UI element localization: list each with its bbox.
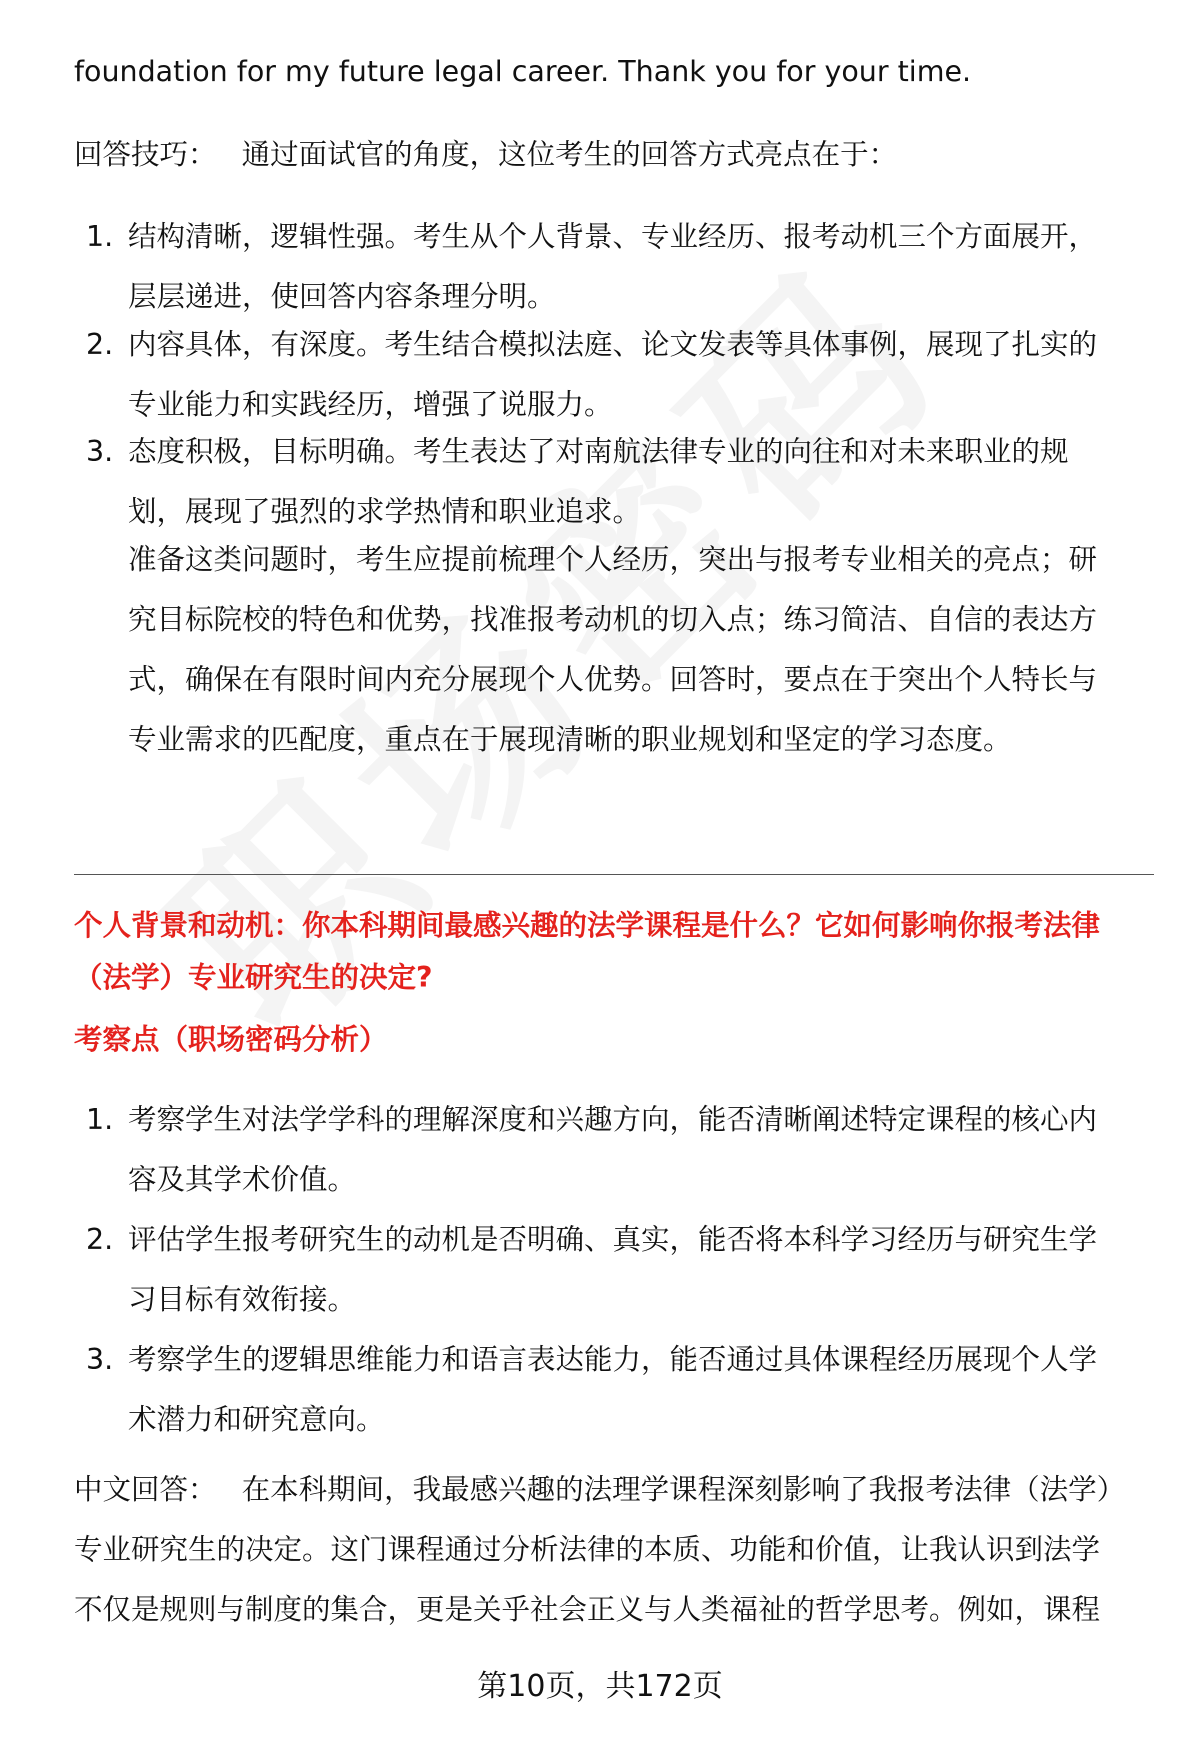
- answer-line1-text: 在本科期间，我最感兴趣的法理学课程深刻影响了我报考法律（法学）: [241, 1473, 1126, 1506]
- tips-item-3-line2: 划，展现了强烈的求学热情和职业追求。: [128, 495, 642, 528]
- answer-line1: [74, 1460, 1154, 1520]
- tips-summary: [128, 530, 1148, 770]
- assessment-item-2: [128, 1210, 1148, 1330]
- tips-item-1: [128, 207, 1148, 327]
- answer-line3: 不仅是规则与制度的集合，更是关乎社会正义与人类福祉的哲学思考。例如，课程: [74, 1593, 1101, 1626]
- tips-item-2: [128, 315, 1148, 435]
- tips-item-2-line2: 专业能力和实践经历，增强了说服力。: [128, 388, 613, 421]
- tips-paragraph: [74, 125, 1154, 185]
- question-heading: [74, 900, 1154, 1004]
- tips-item-3: [128, 422, 1148, 542]
- assessment-item-3: [128, 1330, 1148, 1450]
- tips-label: 回答技巧：: [74, 138, 217, 171]
- tips-item-2-number: 2.: [86, 328, 114, 361]
- tips-summary-line3: 式，确保在有限时间内充分展现个人优势。回答时，要点在于突出个人特长与: [128, 663, 1098, 696]
- tips-summary-line1: 准备这类问题时，考生应提前梳理个人经历，突出与报考专业相关的亮点；研: [128, 543, 1098, 576]
- assessment-item-1-number: 1.: [86, 1103, 114, 1136]
- answer-label: 中文回答：: [74, 1473, 217, 1506]
- tips-summary-line2: 究目标院校的特色和优势，找准报考动机的切入点；练习简洁、自信的表达方: [128, 603, 1098, 636]
- continuation-line: foundation for my future legal career. Thank you for your time.: [74, 55, 972, 88]
- assessment-item-1-line1: 考察学生对法学学科的理解深度和兴趣方向，能否清晰阐述特定课程的核心内: [128, 1103, 1098, 1136]
- question-line2: （法学）专业研究生的决定?: [74, 961, 433, 994]
- tips-item-3-line1: 态度积极，目标明确。考生表达了对南航法律专业的向往和对未来职业的规: [128, 435, 1069, 468]
- assessment-item-3-number: 3.: [86, 1343, 114, 1376]
- assessment-item-1-line2: 容及其学术价值。: [128, 1163, 357, 1196]
- assessment-item-2-number: 2.: [86, 1223, 114, 1256]
- answer-paragraph: [74, 1460, 1154, 1640]
- question-line1: 个人背景和动机：你本科期间最感兴趣的法学课程是什么？它如何影响你报考法律: [74, 909, 1101, 942]
- assessment-item-3-line1: 考察学生的逻辑思维能力和语言表达能力，能否通过具体课程经历展现个人学: [128, 1343, 1098, 1376]
- tips-item-1-number: 1.: [86, 220, 114, 253]
- assessment-item-2-line2: 习目标有效衔接。: [128, 1283, 357, 1316]
- assessment-item-2-line1: 评估学生报考研究生的动机是否明确、真实，能否将本科学习经历与研究生学: [128, 1223, 1098, 1256]
- section-divider: [74, 874, 1154, 875]
- tips-item-2-line1: 内容具体，有深度。考生结合模拟法庭、论文发表等具体事例，展现了扎实的: [128, 328, 1098, 361]
- assessment-item-3-line2: 术潜力和研究意向。: [128, 1403, 385, 1436]
- tips-intro: 通过面试官的角度，这位考生的回答方式亮点在于：: [241, 138, 898, 171]
- assessment-item-1: [128, 1090, 1148, 1210]
- assessment-heading: 考察点（职场密码分析）: [74, 1023, 388, 1056]
- tips-item-3-number: 3.: [86, 435, 114, 468]
- tips-item-1-line2: 层层递进，使回答内容条理分明。: [128, 280, 556, 313]
- page-number: 第10页，共172页: [477, 1669, 723, 1704]
- tips-summary-line4: 专业需求的匹配度，重点在于展现清晰的职业规划和坚定的学习态度。: [128, 723, 1012, 756]
- answer-line2: 专业研究生的决定。这门课程通过分析法律的本质、功能和价值，让我认识到法学: [74, 1533, 1101, 1566]
- tips-item-1-line1: 结构清晰，逻辑性强。考生从个人背景、专业经历、报考动机三个方面展开，: [128, 220, 1098, 253]
